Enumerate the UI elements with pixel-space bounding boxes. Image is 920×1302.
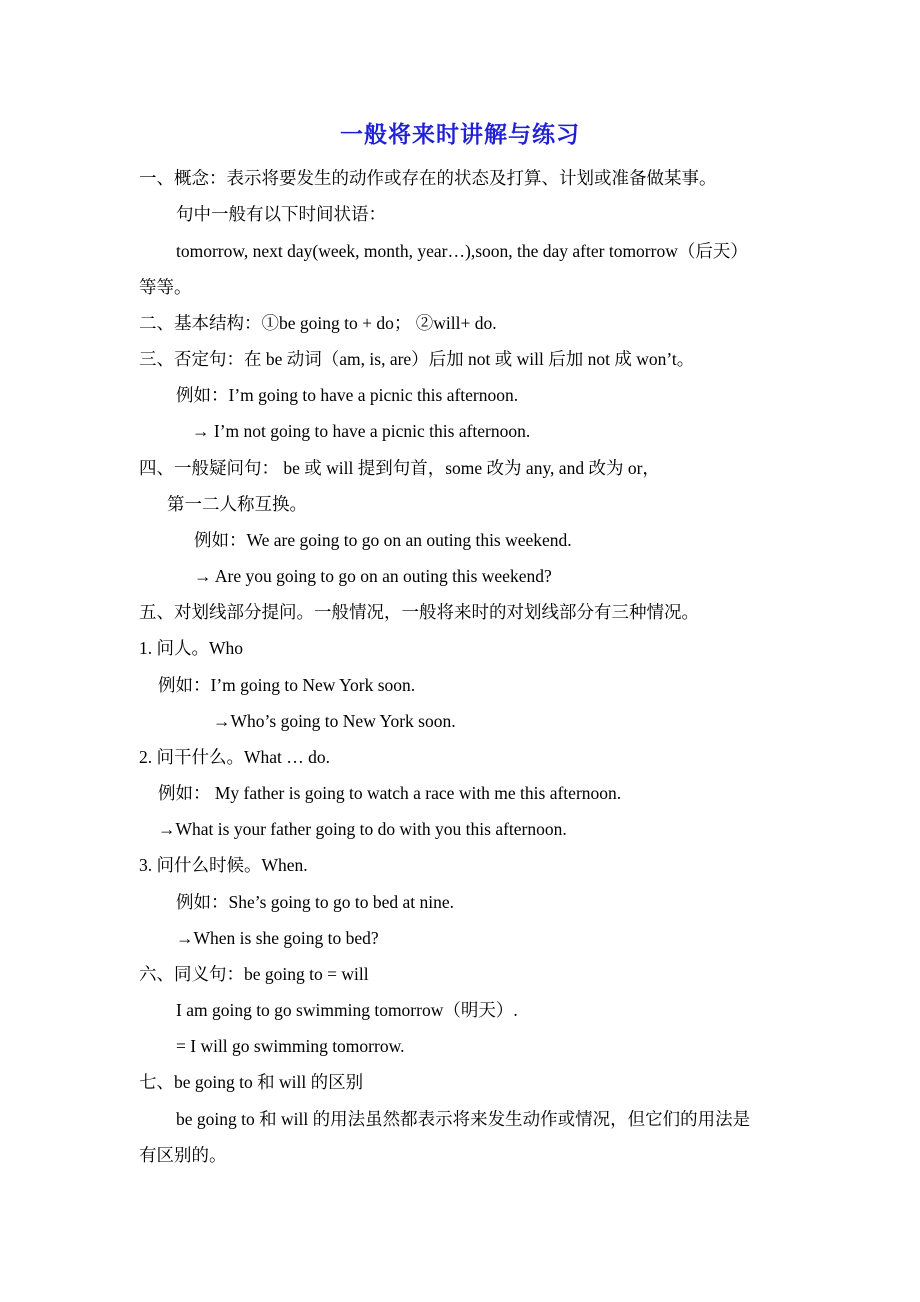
section-4-question: 四、一般疑问句： be 或 will 提到句首，some 改为 any, and 改为 or， xyxy=(139,458,660,478)
section-3-negative: 三、否定句：在 be 动词（am, is, are）后加 not 或 will 后加 not 成 won’t。 xyxy=(139,349,695,369)
difference-paragraph-end: 有区别的。 xyxy=(139,1145,227,1165)
time-adverbial-intro: 句中一般有以下时间状语： xyxy=(176,204,386,224)
what-example: 例如： My father is going to watch a race with me this afternoon. xyxy=(158,783,622,803)
negative-example-result: → I’m not going to have a picnic this afternoon. xyxy=(192,421,531,441)
question-example-result: → Are you going to go on an outing this weekend? xyxy=(194,566,552,586)
negative-example: 例如：I’m going to have a picnic this afternoon. xyxy=(176,385,519,405)
section-5-wh-question: 五、对划线部分提问。一般情况，一般将来时的对划线部分有三种情况。 xyxy=(139,602,699,622)
page-title: 一般将来时讲解与练习 xyxy=(340,122,580,147)
section-1-concept: 一、概念：表示将要发生的动作或存在的状态及打算、计划或准备做某事。 xyxy=(139,168,717,188)
time-adverbial-list: tomorrow, next day(week, month, year…),soon, the day after tomorrow（后天） xyxy=(176,241,748,261)
time-adverbial-list-end: 等等。 xyxy=(139,277,192,297)
case-1-who: 1. 问人。Who xyxy=(139,638,244,658)
question-person-swap: 第一二人称互换。 xyxy=(167,494,307,514)
case-2-what: 2. 问干什么。What … do. xyxy=(139,747,331,767)
section-2-structure: 二、基本结构：①be going to + do； ②will+ do. xyxy=(139,313,497,333)
case-3-when: 3. 问什么时候。When. xyxy=(139,855,308,875)
synonym-example: I am going to go swimming tomorrow（明天）. xyxy=(176,1000,518,1020)
synonym-example-result: = I will go swimming tomorrow. xyxy=(176,1036,405,1056)
who-example-result: →Who’s going to New York soon. xyxy=(213,711,456,731)
when-example: 例如：She’s going to go to bed at nine. xyxy=(176,892,455,912)
question-example: 例如：We are going to go on an outing this weekend. xyxy=(194,530,572,550)
what-example-result: →What is your father going to do with you this afternoon. xyxy=(158,819,567,839)
who-example: 例如：I’m going to New York soon. xyxy=(158,675,416,695)
difference-paragraph: be going to 和 will 的用法虽然都表示将来发生动作或情况，但它们的用法是 xyxy=(176,1109,751,1129)
section-7-difference: 七、be going to 和 will 的区别 xyxy=(139,1072,364,1092)
section-6-synonym: 六、同义句：be going to = will xyxy=(139,964,369,984)
when-example-result: →When is she going to bed? xyxy=(176,928,379,948)
